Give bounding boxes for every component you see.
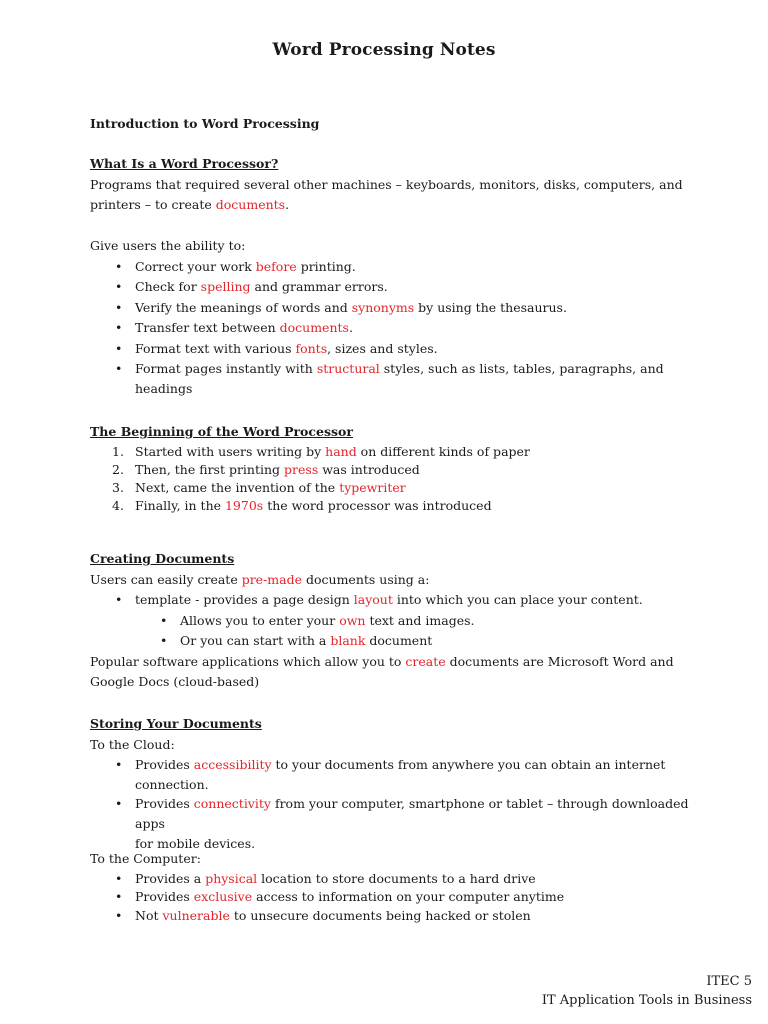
list-item-continuation: headings xyxy=(135,380,193,396)
text-run: to your documents from anywhere you can obtain an internet xyxy=(271,757,666,772)
text-run: Popular software applications which allow you to xyxy=(90,653,406,669)
text-run: Provides xyxy=(135,757,194,772)
intro-heading: Introduction to Word Processing xyxy=(90,116,320,131)
beginning-heading: The Beginning of the Word Processor xyxy=(90,424,353,439)
highlight-term: fonts xyxy=(295,340,328,356)
text-run: documents using a: xyxy=(302,571,430,587)
text-run: Next, came the invention of the xyxy=(135,479,340,495)
popular-paragraph-line2: Google Docs (cloud-based) xyxy=(90,674,260,689)
highlight-term: pre-made xyxy=(241,571,303,587)
text-run: document xyxy=(365,633,433,648)
storing-section xyxy=(90,714,690,853)
creating-lead xyxy=(90,570,690,591)
highlight-term: spelling xyxy=(200,279,251,294)
text-run: Users can easily create xyxy=(90,571,242,587)
highlight-term: blank xyxy=(330,633,366,648)
list-item xyxy=(90,257,690,278)
bullet-icon: • xyxy=(115,258,123,274)
highlight-term: accessibility xyxy=(193,757,272,772)
text-run: . xyxy=(348,320,353,335)
text-run: Or you can start with a xyxy=(180,633,331,648)
text-run: Finally, in the xyxy=(135,497,225,513)
bullet-icon: • xyxy=(115,299,123,315)
sub-list-item xyxy=(90,631,690,652)
highlight-term: before xyxy=(255,258,297,274)
list-number: 2. xyxy=(112,461,124,477)
list-item xyxy=(90,755,690,776)
text-run: Correct your work xyxy=(135,258,256,274)
ordered-list-item xyxy=(90,497,690,515)
text-run: Check for xyxy=(135,279,201,294)
text-run: into which you can place your content. xyxy=(392,592,643,607)
list-item xyxy=(90,590,690,611)
text-run: access to information on your computer anytime xyxy=(252,889,565,904)
text-run: text and images. xyxy=(365,612,475,628)
abilities-lead: Give users the ability to: xyxy=(90,238,246,253)
list-item xyxy=(90,339,690,360)
text-run: Format text with various xyxy=(135,340,296,356)
highlight-term: vulnerable xyxy=(162,907,230,923)
text-run: styles, such as lists, tables, paragraphs, and xyxy=(379,361,664,376)
bullet-icon: • xyxy=(115,361,123,376)
page-title: Word Processing Notes xyxy=(272,40,496,60)
what-paragraph-line1: Programs that required several other machines – keyboards, monitors, disks, computers, and xyxy=(90,176,683,192)
highlight-term: documents xyxy=(215,197,286,212)
text-run: Provides xyxy=(135,889,194,904)
list-item xyxy=(90,359,690,380)
bullet-icon: • xyxy=(115,889,123,904)
highlight-term: documents xyxy=(279,320,349,335)
storing-heading: Storing Your Documents xyxy=(90,716,262,731)
list-item xyxy=(90,298,690,319)
list-number: 3. xyxy=(112,479,124,495)
text-run: by using the thesaurus. xyxy=(414,299,567,315)
bullet-icon: • xyxy=(115,795,123,811)
text-run: and grammar errors. xyxy=(250,279,388,294)
highlight-term: own xyxy=(339,612,366,628)
text-run: location to store documents to a hard drive xyxy=(257,870,536,886)
text-run: Provides a xyxy=(135,870,206,886)
text-run: Provides xyxy=(135,795,194,811)
bullet-icon: • xyxy=(160,612,168,628)
bullet-icon: • xyxy=(115,340,123,356)
ordered-list-item xyxy=(90,479,690,497)
list-item-continuation: connection. xyxy=(135,776,209,792)
list-item xyxy=(90,277,690,298)
ordered-list-item xyxy=(90,443,690,461)
bullet-icon: • xyxy=(115,279,123,294)
text-run: template - provides a page design xyxy=(135,592,354,607)
text-run: on different kinds of paper xyxy=(356,443,530,459)
computer-section xyxy=(90,849,690,925)
text-run: . xyxy=(285,197,290,212)
highlight-term: create xyxy=(405,653,446,669)
highlight-term: layout xyxy=(353,592,393,607)
ordered-list-item xyxy=(90,461,690,479)
beginning-section xyxy=(90,422,690,515)
list-item xyxy=(90,870,690,889)
text-run: Then, the first printing xyxy=(135,461,285,477)
bullet-icon: • xyxy=(115,320,123,335)
what-is-section xyxy=(90,154,690,216)
bullet-icon: • xyxy=(115,592,123,607)
highlight-term: 1970s xyxy=(224,497,264,513)
highlight-term: hand xyxy=(325,443,357,459)
highlight-term: exclusive xyxy=(193,889,253,904)
highlight-term: typewriter xyxy=(339,479,406,495)
list-item xyxy=(90,318,690,339)
creating-heading: Creating Documents xyxy=(90,551,235,566)
text-run: Started with users writing by xyxy=(135,443,326,459)
text-run: Verify the meanings of words and xyxy=(135,299,352,315)
cloud-lead: To the Cloud: xyxy=(90,736,175,752)
text-run: , sizes and styles. xyxy=(327,340,438,356)
text-run: printing. xyxy=(296,258,356,274)
what-paragraph-line2 xyxy=(90,195,690,216)
text-run: Format pages instantly with xyxy=(135,361,317,376)
bullet-icon: • xyxy=(160,633,168,648)
highlight-term: structural xyxy=(316,361,380,376)
list-number: 1. xyxy=(112,443,124,459)
text-run: was introduced xyxy=(318,461,420,477)
highlight-term: press xyxy=(284,461,319,477)
abilities-section xyxy=(90,236,690,398)
text-run: documents are Microsoft Word and xyxy=(445,653,674,669)
bullet-icon: • xyxy=(115,907,123,923)
list-item xyxy=(90,907,690,926)
popular-paragraph-line1 xyxy=(90,652,690,673)
text-run: printers – to create xyxy=(90,197,216,212)
page-footer xyxy=(542,972,752,1010)
highlight-term: physical xyxy=(205,870,258,886)
text-run: Allows you to enter your xyxy=(180,612,340,628)
footer-course-code: ITEC 5 xyxy=(706,974,752,989)
computer-lead: To the Computer: xyxy=(90,851,201,866)
bullet-icon: • xyxy=(115,757,123,772)
footer-course-name: IT Application Tools in Business xyxy=(541,993,752,1008)
sub-list-item xyxy=(90,611,690,632)
list-item xyxy=(90,794,690,835)
list-item xyxy=(90,888,690,907)
bullet-icon: • xyxy=(115,870,123,886)
intro-section xyxy=(90,114,690,135)
text-run: Transfer text between xyxy=(135,320,280,335)
highlight-term: synonyms xyxy=(351,299,415,315)
text-run: to unsecure documents being hacked or stolen xyxy=(229,907,531,923)
creating-section xyxy=(90,549,690,693)
text-run: Not xyxy=(135,907,163,923)
list-number: 4. xyxy=(112,497,124,513)
text-run: the word processor was introduced xyxy=(263,497,492,513)
what-heading: What Is a Word Processor? xyxy=(90,156,279,171)
list-item-continuation: for mobile devices. xyxy=(135,835,256,851)
highlight-term: connectivity xyxy=(193,795,271,811)
text-run: from your computer, smartphone or tablet – through downloaded apps xyxy=(135,795,689,831)
